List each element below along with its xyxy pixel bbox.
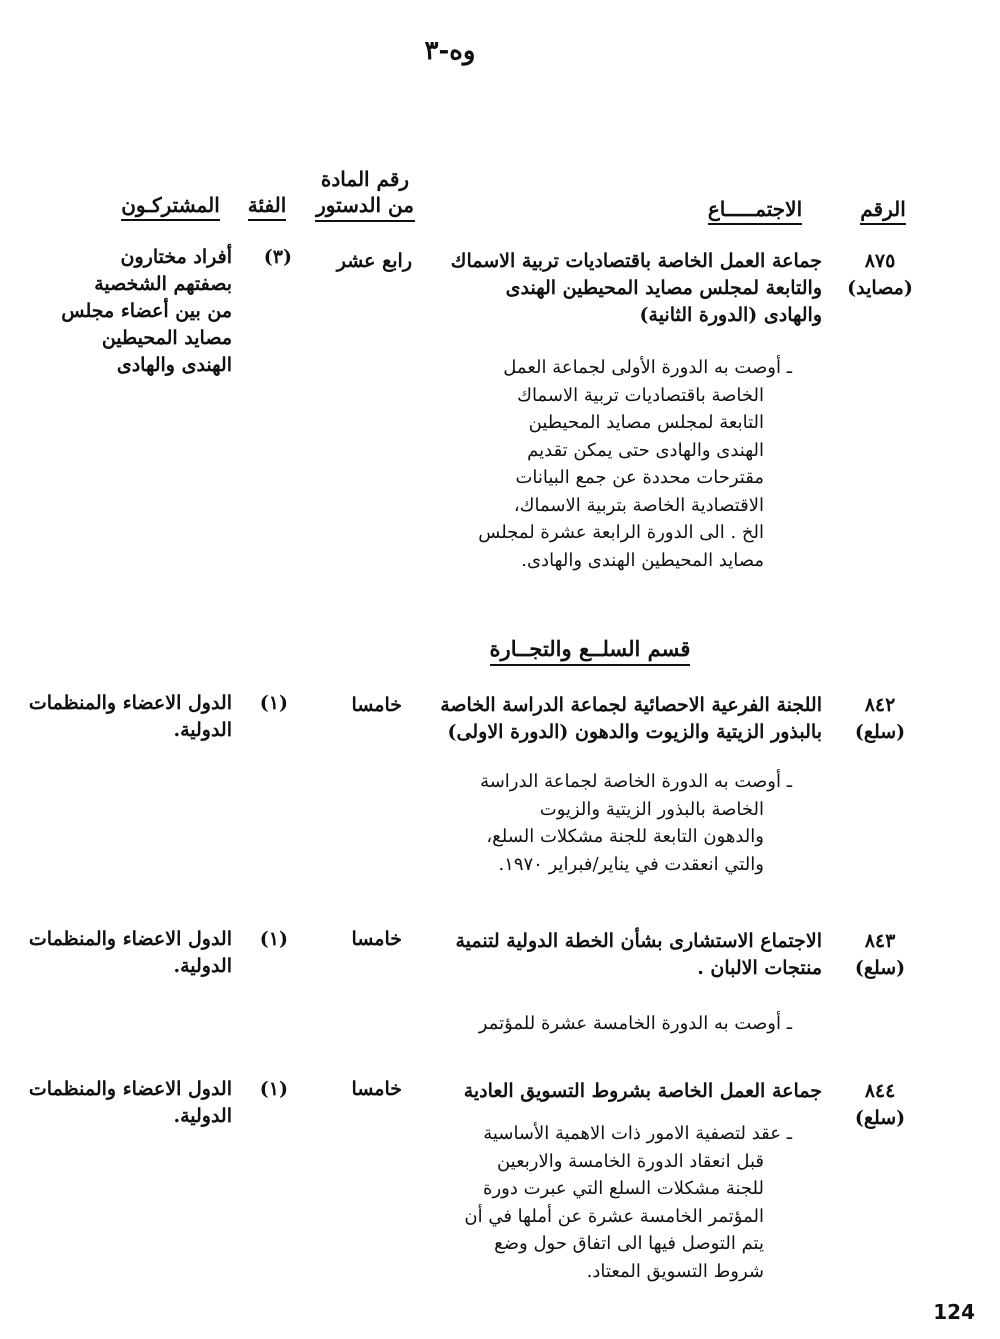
entry-number	[840, 692, 920, 746]
participants-line: مصايد المحيطين	[101, 327, 232, 349]
participants-line: الهندى والهادى	[116, 354, 232, 376]
column-header-category-label: الفئة	[248, 193, 287, 221]
entry-article: خامسا	[351, 1078, 402, 1100]
note-line: ـ أوصت به الدورة الخاصة لجماعة الدراسة	[480, 771, 792, 792]
note-line: المؤتمر الخامسة عشرة عن أملها في أن	[464, 1205, 764, 1227]
entry-category: (٣)	[263, 246, 292, 268]
column-header-article	[315, 166, 415, 222]
column-header-meeting	[680, 196, 830, 222]
participants-line: من بين أعضاء مجلس	[61, 300, 232, 322]
entry-unit: (مصايد)	[847, 277, 913, 299]
meeting-line: بالبذور الزيتية والزيوت والدهون (الدورة الاولى)	[447, 721, 822, 743]
entry-category: (١)	[259, 692, 288, 714]
note-line: الخاصة باقتصاديات تربية الاسماك	[517, 384, 764, 406]
entry-number	[840, 248, 920, 302]
note-line: الخ . الى الدورة الرابعة عشرة لمجلس	[478, 522, 764, 543]
note-line: يتم التوصل فيها الى اتفاق حول وضع	[494, 1233, 764, 1254]
column-header-article-line2: من الدستور	[315, 192, 415, 222]
participants-line: الدول الاعضاء والمنظمات	[28, 928, 232, 950]
column-header-number-label: الرقم	[860, 197, 906, 225]
entry-unit: (سلع)	[854, 1107, 906, 1129]
note-line: ـ أوصت به الدورة الأولى لجماعة العمل	[503, 357, 792, 378]
note-line: ـ أوصت به الدورة الخامسة عشرة للمؤتمر	[478, 1013, 792, 1034]
meeting-line: والهادى (الدورة الثانية)	[639, 304, 822, 326]
entry-meeting-title	[455, 928, 822, 982]
entry-category: (١)	[259, 1078, 288, 1100]
entry-note	[480, 768, 792, 878]
column-header-article-line1: رقم المادة	[320, 167, 410, 191]
meeting-line: جماعة العمل الخاصة باقتصاديات تربية الاسماك	[450, 250, 822, 272]
column-header-number	[848, 196, 918, 222]
participants-line: الدول الاعضاء والمنظمات	[28, 692, 232, 714]
section-title-text: قسم السلــع والتجــارة	[490, 636, 691, 666]
entry-article: خامسا	[351, 928, 402, 950]
entry-number	[840, 928, 920, 982]
note-line: والتي انعقدت في يناير/فبراير ١٩٧٠.	[498, 853, 764, 875]
entry-number	[840, 1078, 920, 1132]
entry-unit: (سلع)	[854, 957, 906, 979]
note-line: التابعة لمجلس مصايد المحيطين	[528, 412, 764, 433]
entry-note	[479, 1010, 792, 1038]
meeting-line: منتجات الالبان .	[697, 957, 822, 979]
meeting-line: والتابعة لمجلس مصايد المحيطين الهندى	[505, 277, 822, 299]
entry-participants	[29, 1076, 232, 1130]
entry-number-value: ٨٧٥	[864, 250, 896, 272]
note-line: مصايد المحيطين الهندى والهادى.	[521, 549, 764, 571]
entry-number-value: ٨٤٢	[864, 694, 896, 716]
entry-article: خامسا	[351, 694, 402, 716]
meeting-line: الاجتماع الاستشارى بشأن الخطة الدولية لتنمية	[455, 930, 822, 952]
entry-number-value: ٨٤٣	[864, 930, 896, 952]
note-line: مقترحات محددة عن جمع البيانات	[515, 467, 764, 488]
note-line: الاقتصادية الخاصة بتربية الاسماك،	[513, 494, 764, 516]
meeting-line: جماعة العمل الخاصة بشروط التسويق العادية	[463, 1080, 822, 1102]
participants-line: أفراد مختارون	[120, 246, 232, 268]
entry-category: (١)	[259, 928, 288, 950]
column-header-participants-label: المشتركـون	[121, 193, 220, 221]
note-line: للجنة مشكلات السلع التي عبرت دورة	[483, 1178, 764, 1199]
note-line: شروط التسويق المعتاد.	[586, 1260, 764, 1282]
meeting-line: اللجنة الفرعية الاحصائية لجماعة الدراسة الخاصة	[440, 694, 822, 716]
note-line: الهندى والهادى حتى يمكن تقديم	[527, 439, 764, 461]
note-line: قبل انعقاد الدورة الخامسة والاربعين	[496, 1150, 764, 1172]
participants-line: الدولية.	[173, 719, 232, 741]
document-code: وه-٣	[424, 36, 476, 66]
entry-meeting-title	[440, 692, 822, 746]
entry-number-value: ٨٤٤	[864, 1080, 896, 1102]
entry-article: رابع عشر	[336, 250, 412, 272]
participants-line: بصفتهم الشخصية	[94, 273, 232, 295]
column-header-meeting-label: الاجتمـــــاع	[708, 197, 802, 225]
participants-line: الدولية.	[173, 1105, 232, 1127]
column-header-category	[238, 192, 296, 218]
note-line: الخاصة بالبذور الزيتية والزيوت	[539, 798, 764, 820]
participants-line: الدولية.	[173, 955, 232, 977]
page-number: 124	[933, 1300, 975, 1324]
entry-participants	[29, 690, 232, 744]
entry-note	[464, 1120, 792, 1285]
entry-participants	[61, 244, 232, 379]
entry-participants	[29, 926, 232, 980]
entry-unit: (سلع)	[854, 721, 906, 743]
participants-line: الدول الاعضاء والمنظمات	[28, 1078, 232, 1100]
note-line: والدهون التابعة للجنة مشكلات السلع،	[486, 826, 764, 847]
entry-note	[478, 354, 792, 574]
entry-meeting-title	[464, 1078, 822, 1105]
column-header-participants	[108, 192, 233, 218]
note-line: ـ عقد لتصفية الامور ذات الاهمية الأساسية	[483, 1123, 792, 1144]
section-title	[440, 636, 740, 661]
entry-meeting-title	[451, 248, 822, 329]
